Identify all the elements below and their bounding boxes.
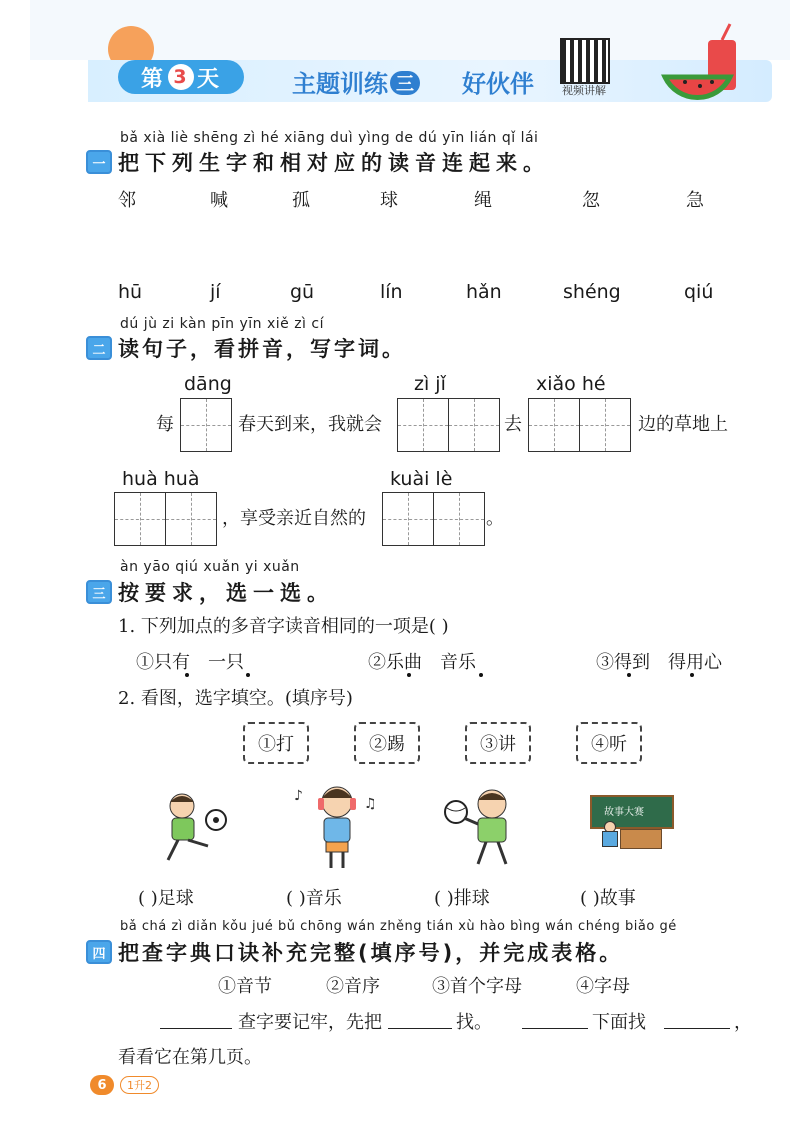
option-initial: ②音序: [326, 976, 380, 997]
reading-item[interactable]: gū: [290, 281, 315, 303]
word-choice-hit[interactable]: ①打: [243, 722, 309, 764]
word-choice-listen[interactable]: ④听: [576, 722, 642, 764]
qr-code-icon[interactable]: [560, 38, 610, 84]
page-title: [292, 64, 420, 99]
pinyin-huahua: huà huà: [122, 468, 200, 490]
rhyme-text: 看看它在第几页。: [118, 1047, 262, 1068]
section1-title: 把下列生字和相对应的读音连起来。: [118, 151, 550, 175]
board-text: 故事大赛: [604, 807, 644, 818]
section4-title: 把查字典口诀补充完整(填序号)，并完成表格。: [118, 941, 624, 965]
pinyin-ziji: zì jǐ: [414, 373, 446, 395]
boy-listening-music-image: [292, 778, 382, 873]
q1-option-a[interactable]: ①只有 一只: [136, 652, 244, 673]
sentence-text: 边的草地上: [638, 414, 728, 435]
char-item[interactable]: 急: [686, 190, 704, 211]
section3-pinyin: àn yāo qiú xuǎn yi xuǎn: [120, 559, 300, 575]
option-letter: ④字母: [576, 976, 630, 997]
blank-music[interactable]: ( )音乐: [286, 888, 342, 909]
title-number: 三: [390, 71, 420, 95]
reading-item[interactable]: shéng: [563, 281, 621, 303]
section3-badge: 三: [86, 580, 112, 604]
pinyin-xiaohe: xiǎo hé: [536, 373, 606, 395]
reading-item[interactable]: hū: [118, 281, 143, 303]
rhyme-text: 查字要记牢，先把: [238, 1012, 382, 1033]
grade-tag: 1升2: [120, 1076, 159, 1094]
emphasis-dot: [407, 673, 411, 677]
day-prefix: 第: [140, 66, 165, 92]
question-1: 1. 下列加点的多音字读音相同的一项是( ): [118, 616, 449, 637]
day-badge: [118, 60, 244, 94]
emphasis-dot: [246, 673, 250, 677]
reading-item[interactable]: jí: [210, 281, 221, 303]
char-item[interactable]: 忽: [582, 190, 600, 211]
rhyme-text: ，: [734, 1012, 752, 1033]
section3-title: 按要求，选一选。: [118, 581, 334, 605]
boy-playing-volleyball-image: [440, 782, 530, 872]
emphasis-dot: [690, 673, 694, 677]
section2-pinyin: dú jù zi kàn pīn yīn xiě zì cí: [120, 316, 324, 332]
writing-grid-huahua[interactable]: [114, 492, 217, 546]
pinyin-kuaile: kuài lè: [390, 468, 453, 490]
option-first-letter: ③首个字母: [432, 976, 522, 997]
section1-badge: 一: [86, 150, 112, 174]
sentence-text: 春天到来，我就会: [238, 414, 382, 435]
blank-story[interactable]: ( )故事: [580, 888, 636, 909]
svg-text:♫: ♫: [364, 796, 377, 812]
q1-option-b[interactable]: ②乐曲 音乐: [368, 652, 476, 673]
word-choice-tell[interactable]: ③讲: [465, 722, 531, 764]
reading-item[interactable]: hǎn: [466, 281, 502, 303]
char-item[interactable]: 喊: [210, 190, 228, 211]
svg-text:♪: ♪: [294, 788, 303, 804]
writing-grid-dang[interactable]: [180, 398, 232, 452]
page-number: 6: [90, 1075, 114, 1095]
char-item[interactable]: 绳: [474, 190, 492, 211]
sentence-text: 去: [504, 414, 522, 435]
day-suffix: 天: [197, 66, 222, 92]
section4-badge: 四: [86, 940, 112, 964]
sentence-text: 。: [486, 508, 504, 529]
emphasis-dot: [479, 673, 483, 677]
boy-kicking-ball-image: [150, 790, 240, 870]
watermelon-drink-icon: [660, 22, 750, 102]
blank-volleyball[interactable]: ( )排球: [434, 888, 490, 909]
pinyin-dang: dāng: [184, 373, 232, 395]
blank-football[interactable]: ( )足球: [138, 888, 194, 909]
rhyme-text: 找。: [456, 1012, 492, 1033]
writing-grid-xiaohe[interactable]: [528, 398, 631, 452]
emphasis-dot: [627, 673, 631, 677]
sentence-text: 每: [156, 414, 174, 435]
emphasis-dot: [185, 673, 189, 677]
page-subtitle: 好伙伴: [462, 70, 534, 98]
fill-blank-3[interactable]: [522, 1008, 588, 1029]
rhyme-text: 下面找: [592, 1012, 646, 1033]
day-number: 3: [168, 64, 194, 90]
section1-pinyin: bǎ xià liè shēng zì hé xiāng duì yìng de dú yīn lián qǐ lái: [120, 130, 539, 146]
qr-label: 视频讲解: [562, 84, 606, 97]
title-main: 主题训练: [292, 70, 388, 98]
question-2: 2. 看图，选字填空。(填序号): [118, 688, 353, 709]
word-choice-kick[interactable]: ②踢: [354, 722, 420, 764]
section2-badge: 二: [86, 336, 112, 360]
section4-pinyin: bǎ chá zì diǎn kǒu jué bǔ chōng wán zhěng tián xù hào bìng wán chéng biǎo gé: [120, 919, 677, 934]
section2-title: 读句子，看拼音，写字词。: [118, 337, 406, 361]
char-item[interactable]: 邻: [118, 190, 136, 211]
fill-blank-4[interactable]: [664, 1008, 730, 1029]
q1-option-c[interactable]: ③得到 得用心: [596, 652, 722, 673]
sentence-text: ，享受亲近自然的: [222, 508, 366, 529]
fill-blank-1[interactable]: [160, 1008, 232, 1029]
reading-item[interactable]: lín: [380, 281, 403, 303]
option-syllable: ①音节: [218, 976, 272, 997]
writing-grid-ziji[interactable]: [397, 398, 500, 452]
storytelling-scene-image: [590, 795, 674, 851]
writing-grid-kuaile[interactable]: [382, 492, 485, 546]
char-item[interactable]: 孤: [292, 190, 310, 211]
fill-blank-2[interactable]: [388, 1008, 452, 1029]
char-item[interactable]: 球: [380, 190, 398, 211]
reading-item[interactable]: qiú: [684, 281, 714, 303]
